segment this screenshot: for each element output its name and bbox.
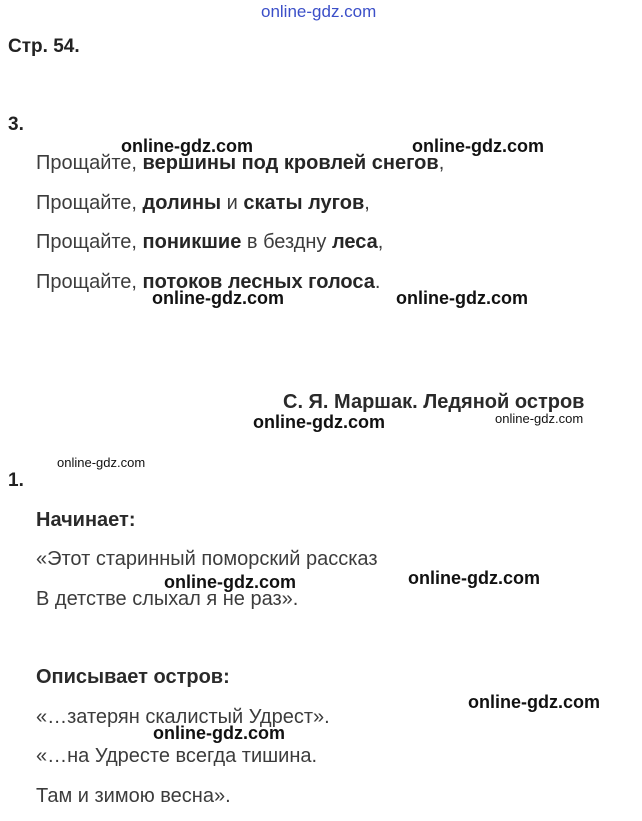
- quote-line: В детстве слыхал я не раз».: [36, 588, 299, 610]
- emphasis: леса: [331, 231, 378, 253]
- watermark: online-gdz.com: [495, 411, 584, 426]
- watermark-top: online-gdz.com: [261, 2, 377, 21]
- watermark: online-gdz.com: [408, 568, 540, 588]
- label-starts: Начинает:: [36, 509, 136, 531]
- watermark: online-gdz.com: [153, 723, 285, 743]
- emphasis: потоков лесных голоса: [142, 271, 375, 293]
- poem-line: Прощайте, долины и скаты лугов,: [36, 192, 370, 214]
- section-number: 3.: [8, 114, 24, 135]
- quote-line: «Этот старинный поморский рассказ: [36, 548, 378, 570]
- quote-line: «…затерян скалистый Удрест».: [36, 706, 330, 728]
- emphasis: поникшие: [142, 231, 242, 253]
- watermark: online-gdz.com: [121, 136, 253, 156]
- quote-line: «…на Удресте всегда тишина.: [36, 745, 318, 767]
- work-title: С. Я. Маршак. Ледяной остров: [283, 391, 585, 413]
- poem-line: Прощайте, поникшие в бездну леса,: [36, 231, 384, 253]
- emphasis: скаты лугов: [243, 192, 365, 214]
- watermark: online-gdz.com: [152, 288, 284, 308]
- watermark: online-gdz.com: [164, 572, 296, 592]
- watermark: online-gdz.com: [253, 412, 385, 432]
- watermark: online-gdz.com: [396, 288, 528, 308]
- label-describes: Описывает остров:: [36, 666, 230, 688]
- emphasis: вершины под кровлей снегов: [142, 152, 439, 174]
- poem-line: Прощайте, потоков лесных голоса.: [36, 271, 381, 293]
- watermark: online-gdz.com: [412, 136, 544, 156]
- watermark: online-gdz.com: [468, 692, 600, 712]
- emphasis: долины: [142, 192, 222, 214]
- poem-line: Прощайте, вершины под кровлей снегов,: [36, 152, 445, 174]
- quote-line: Там и зимою весна».: [36, 785, 231, 807]
- watermark: online-gdz.com: [57, 455, 146, 470]
- page-header: Стр. 54.: [8, 36, 80, 57]
- section-number: 1.: [8, 470, 24, 491]
